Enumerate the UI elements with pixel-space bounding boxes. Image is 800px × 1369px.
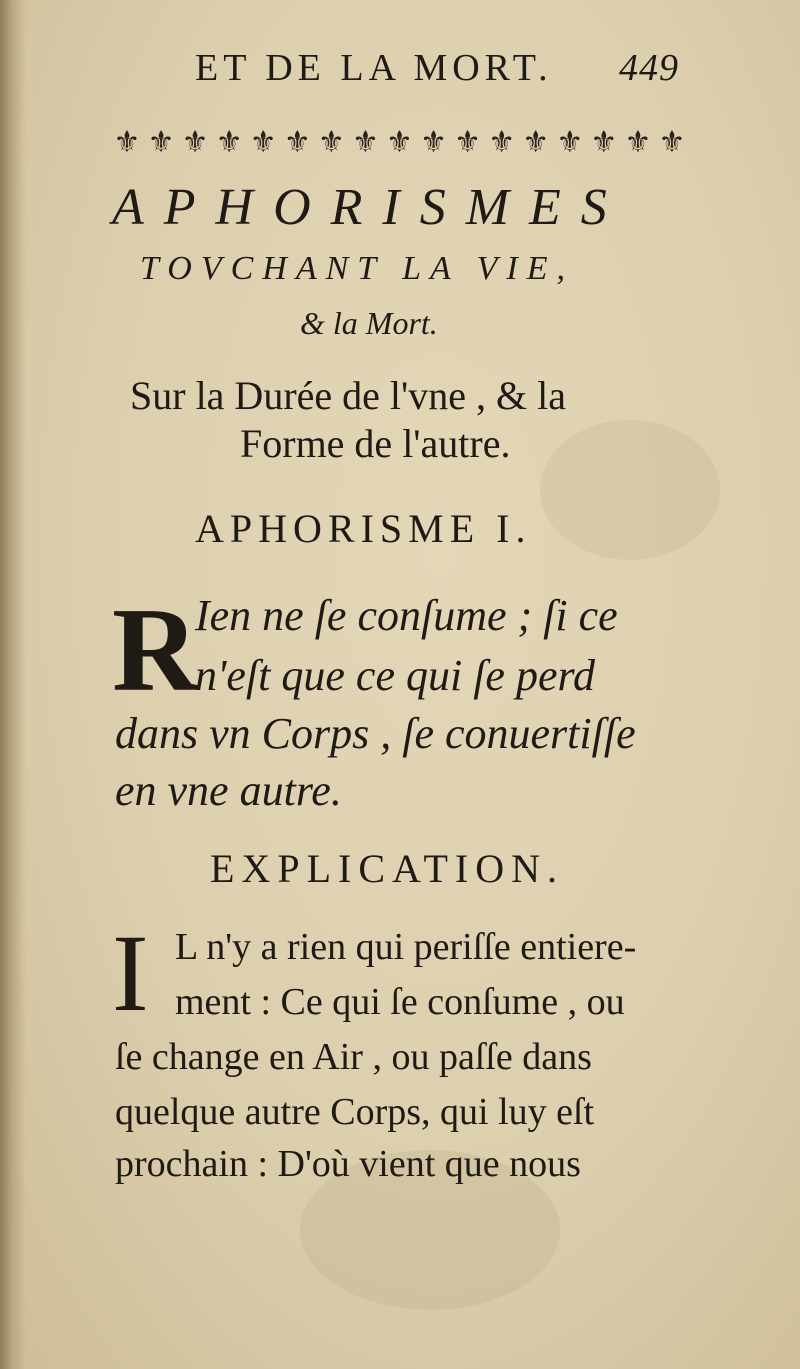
- fleuron-icon: ⚜: [215, 124, 243, 160]
- body-line: ment : Ce qui ſe conſume , ou: [175, 981, 625, 1023]
- body-line: L n'y a rien qui periſſe entiere-: [175, 926, 637, 968]
- aphorism-heading: APHORISME I.: [195, 506, 532, 551]
- intro-line: Forme de l'autre.: [240, 421, 511, 466]
- fleuron-icon: ⚜: [317, 124, 345, 160]
- fleuron-icon: ⚜: [590, 124, 618, 160]
- fleuron-icon: ⚜: [351, 124, 379, 160]
- aphorism-line: Ien ne ſe conſume ; ſi ce: [195, 591, 618, 640]
- fleuron-icon: ⚜: [249, 124, 277, 160]
- fleuron-icon: ⚜: [454, 124, 482, 160]
- fleuron-icon: ⚜: [283, 124, 311, 160]
- fleuron-icon: ⚜: [522, 124, 550, 160]
- page-gutter: [0, 0, 26, 1369]
- fleuron-icon: ⚜: [420, 124, 448, 160]
- running-title: ET DE LA MORT.: [195, 47, 553, 89]
- fleuron-icon: ⚜: [624, 124, 652, 160]
- fleuron-icon: ⚜: [556, 124, 584, 160]
- fleuron-icon: ⚜: [488, 124, 516, 160]
- explication-heading: EXPLICATION.: [210, 846, 564, 891]
- drop-cap: R: [112, 583, 199, 716]
- fleuron-icon: ⚜: [147, 124, 175, 160]
- fleuron-icon: ⚜: [113, 124, 141, 160]
- fleuron-icon: ⚜: [386, 124, 413, 160]
- paper-stain: [540, 420, 720, 560]
- aphorism-line: en vne autre.: [115, 766, 342, 815]
- page-number: 449: [619, 47, 679, 89]
- body-line: prochain : D'où vient que nous: [115, 1143, 581, 1185]
- running-head: [195, 40, 715, 100]
- section-title: APHORISMES: [112, 179, 627, 236]
- section-subtitle: TOVCHANT LA VIE,: [140, 250, 575, 287]
- aphorism-line: dans vn Corps , ſe conuertiſſe: [115, 709, 636, 758]
- aphorism-line: n'eſt que ce qui ſe perd: [195, 651, 595, 700]
- intro-line: Sur la Durée de l'vne , & la: [130, 373, 566, 418]
- section-subtitle-2: & la Mort.: [300, 305, 438, 341]
- fleuron-icon: ⚜: [658, 124, 686, 160]
- fleuron-ornament-band: [112, 118, 687, 166]
- fleuron-icon: ⚜: [181, 124, 209, 160]
- body-line: ſe change en Air , ou paſſe dans: [115, 1036, 592, 1078]
- body-line: quelque autre Corps, qui luy eſt: [115, 1091, 595, 1133]
- drop-cap: I: [112, 912, 149, 1034]
